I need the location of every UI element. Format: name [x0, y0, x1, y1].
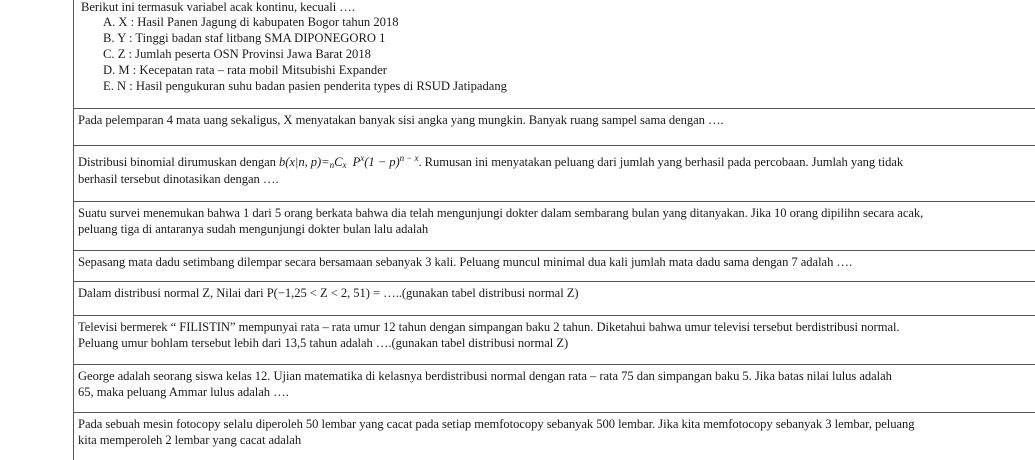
question-text: Suatu survei menemukan bahwa 1 dari 5 orang berkata bahwa dia telah mengunjungi dokter dalam sembarang bulan yang ditanyakan. Jika 10 orang dipilihn secara acak, — [78, 206, 924, 220]
question-text-line2: peluang tiga di antaranya sudah mengunjungi dokter bulan lalu adalah — [78, 222, 429, 236]
formula-n: n — [329, 160, 335, 170]
formula-c: C — [334, 155, 343, 169]
question-row-7 — [73, 315, 1035, 364]
option-c: C. Z : Jumlah peserta OSN Provinsi Jawa Barat 2018 — [103, 47, 371, 61]
formula-mid: (1 − p) — [364, 155, 400, 169]
question-text: Sepasang mata dadu setimbang dilempar secara bersamaan sebanyak 3 kali. Peluang muncul minimal dua kali jumlah mata dadu sama dengan 7 adalah …. — [78, 255, 853, 269]
question-row-2 — [73, 108, 1035, 145]
question-text-line2: berhasil tersebut dinotasikan dengan …. — [78, 172, 279, 186]
question-text — [78, 151, 1035, 174]
question-text: Dalam distribusi normal Z, Nilai dari P(−1,25 < Z < 2, 51) = …..(gunakan tabel distribusi normal Z) — [78, 286, 579, 300]
question-text-post: . Rumusan ini menyatakan peluang dari jumlah yang berhasil pada percobaan. Jumlah yang tidak — [418, 155, 904, 169]
binomial-formula — [279, 155, 418, 169]
question-row-8 — [73, 364, 1035, 412]
formula-lhs: b(x|n, p)= — [278, 155, 330, 169]
question-row-1 — [73, 0, 1035, 108]
question-text-pre: Distribusi binomial dirumuskan dengan — [78, 155, 279, 169]
formula-p: P — [352, 155, 361, 169]
formula-x: x — [342, 160, 347, 170]
formula-exp: n − x — [399, 153, 419, 163]
question-text: Televisi bermerek “ FILISTIN” mempunyai rata – rata umur 12 tahun dengan simpangan baku 2 tahun. Diketahui bahwa umur televisi tersebut berdistribusi normal. — [78, 320, 900, 334]
question-row-9 — [73, 412, 1035, 460]
question-text: Pada sebuah mesin fotocopy selalu diperoleh 50 lembar yang cacat pada setiap memfotocopy sebanyak 500 lembar. Jika kita memfotocopy sebanyak 3 lembar, peluang — [78, 417, 915, 431]
question-row-6 — [73, 281, 1035, 315]
option-b: B. Y : Tinggi badan staf litbang SMA DIPONEGORO 1 — [103, 31, 386, 45]
question-row-3 — [73, 145, 1035, 201]
question-row-4 — [73, 201, 1035, 250]
question-stem: Berikut ini termasuk variabel acak kontinu, kecuali …. — [81, 0, 355, 14]
question-text: Pada pelemparan 4 mata uang sekaligus, X menyatakan banyak sisi angka yang mungkin. Banyak ruang sampel sama dengan …. — [78, 113, 724, 127]
question-text-line2: Peluang umur bohlam tersebut lebih dari 13,5 tahun adalah ….(gunakan tabel distribusi normal Z) — [78, 336, 569, 350]
question-row-5 — [73, 250, 1035, 281]
option-e: E. N : Hasil pengukuran suhu badan pasien penderita types di RSUD Jatipadang — [103, 79, 507, 93]
option-a: A. X : Hasil Panen Jagung di kabupaten Bogor tahun 2018 — [103, 15, 399, 29]
question-text-line2: 65, maka peluang Ammar lulus adalah …. — [78, 385, 289, 399]
number-column — [0, 0, 74, 460]
formula-px: x — [360, 153, 365, 163]
question-text: George adalah seorang siswa kelas 12. Ujian matematika di kelasnya berdistribusi normal dengan rata – rata 75 dan simpangan baku 5. Jika batas nilai lulus adalah — [78, 369, 892, 383]
option-d: D. M : Kecepatan rata – rata mobil Mitsubishi Expander — [103, 63, 387, 77]
question-text-line2: kita memperoleh 2 lembar yang cacat adalah — [78, 433, 302, 447]
